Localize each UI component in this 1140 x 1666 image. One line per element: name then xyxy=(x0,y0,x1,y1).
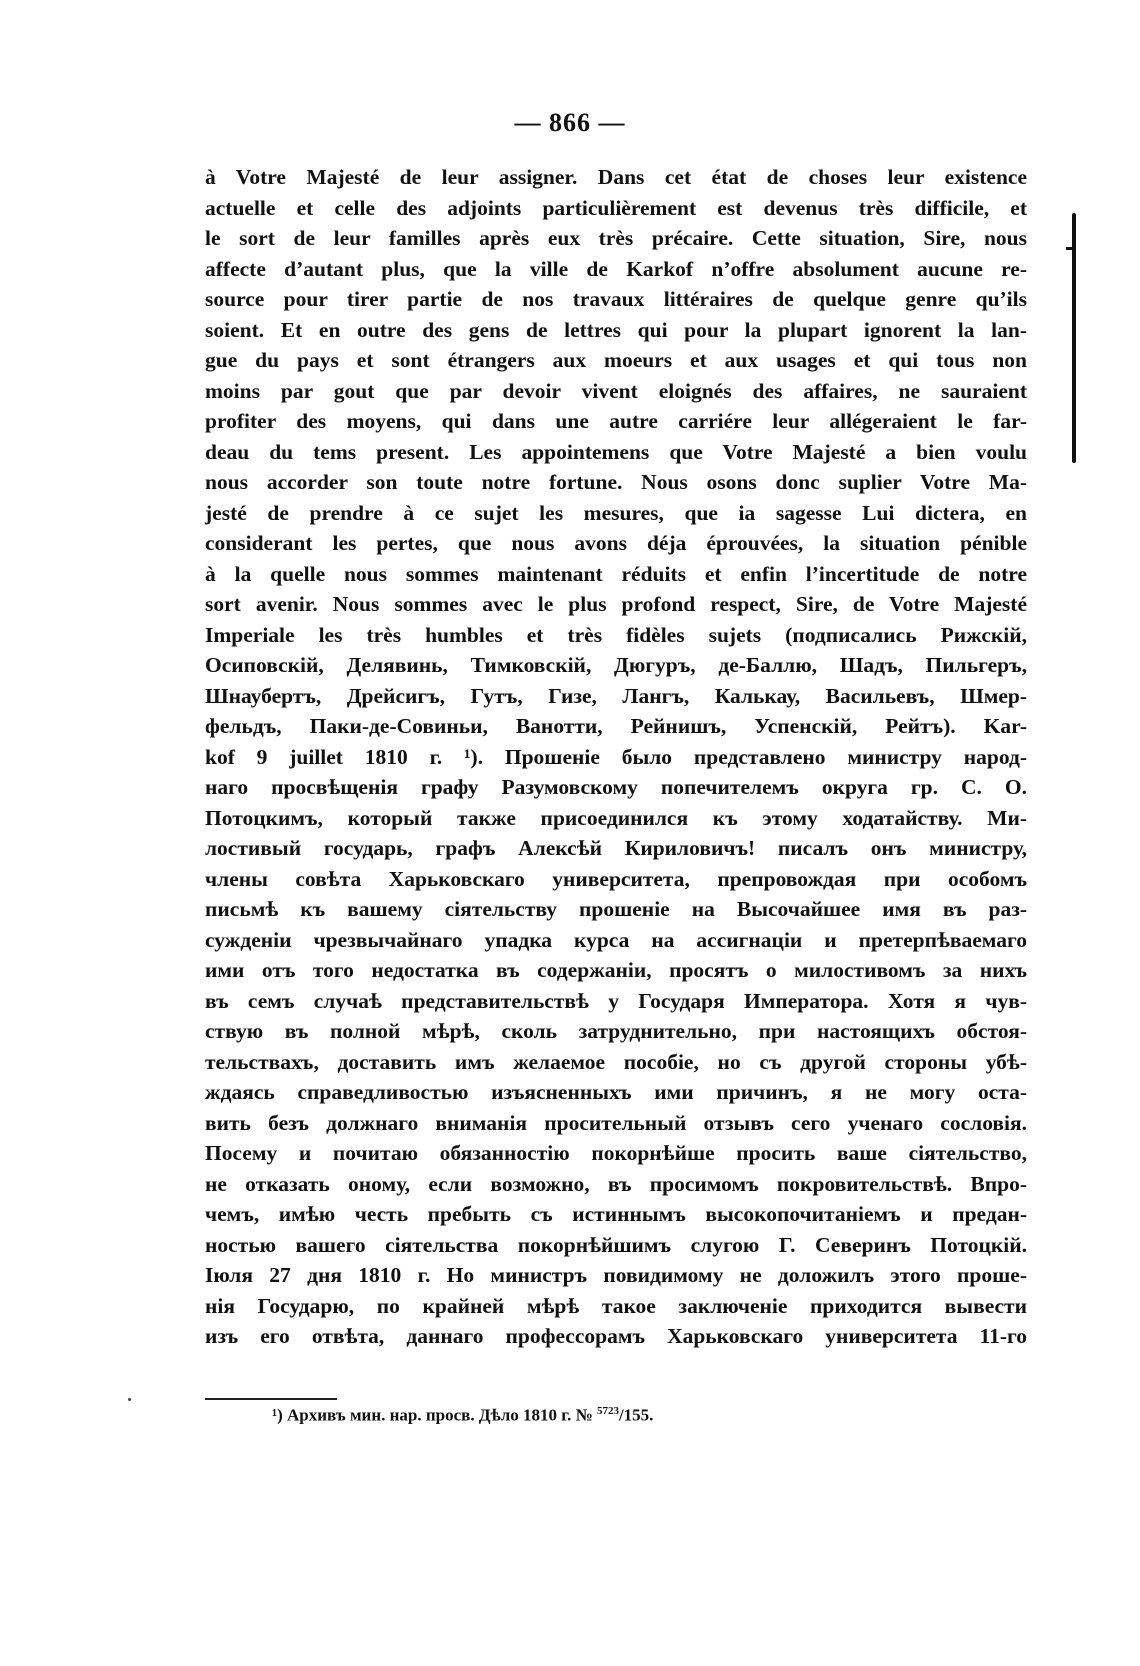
text-line: чемъ, имѣю честь пребыть съ истиннымъ высокопочитаніемъ и предан- xyxy=(205,1202,1027,1226)
text-line: source pour tirer partie de nos travaux littéraires de quelque genre qu’ils xyxy=(205,287,1027,311)
body-text xyxy=(205,162,1027,1352)
text-line: soient. Et en outre des gens de lettres qui pour la plupart ignorent la lan- xyxy=(205,317,1027,342)
text-line: лостивый государь, графъ Алексѣй Кириловичъ! писалъ онъ министру, xyxy=(205,836,1027,860)
text-line: Осиповскій, Делявинь, Тимковскій, Дюгуръ, де-Баллю, Шадъ, Пильгеръ, xyxy=(205,653,1027,677)
footnote xyxy=(272,1405,653,1426)
text-line: наго просвѣщенія графу Разумовскому попечителемъ округа гр. С. О. xyxy=(205,775,1027,799)
text-line: письмѣ къ вашему сіятельству прошеніе на Высочайшее имя въ раз- xyxy=(205,897,1027,921)
scan-speck xyxy=(128,1398,131,1401)
text-line: à Votre Majesté de leur assigner. Dans cet état de choses leur existence xyxy=(205,165,1027,189)
text-line: Іюля 27 дня 1810 г. Но министръ повидимому не доложилъ этого проше- xyxy=(205,1263,1027,1287)
text-line: moins par gout que par devoir vivent eloignés des affaires, ne sauraient xyxy=(205,378,1027,403)
margin-marker-tick xyxy=(1066,247,1076,250)
text-line: изъ его отвѣта, даннаго профессорамъ Харьковскаго университета 11-го xyxy=(205,1324,1027,1348)
text-line: affecte d’autant plus, que la ville de Karkof n’offre absolument aucune re- xyxy=(205,256,1027,281)
text-line: Шнаубертъ, Дрейсигъ, Гутъ, Гизе, Лангъ, Калькау, Васильевъ, Шмер- xyxy=(205,683,1027,708)
text-line: à la quelle nous sommes maintenant réduits et enfin l’incertitude de notre xyxy=(205,561,1027,586)
text-line: ствую въ полной мѣрѣ, сколь затруднительно, при настоящихъ обстоя- xyxy=(205,1019,1027,1043)
text-line: фельдъ, Паки-де-Совиньи, Ванотти, Рейнишъ, Успенскій, Рейтъ). Kar- xyxy=(205,714,1027,738)
text-line: considerant les pertes, que nous avons déja éprouvées, la situation pénible xyxy=(205,531,1027,555)
text-line: Потоцкимъ, который также присоединился къ этому ходатайству. Ми- xyxy=(205,805,1027,830)
text-line: ими отъ того недостатка въ содержаніи, просятъ о милостивомъ за нихъ xyxy=(205,958,1027,982)
text-line: сужденіи чрезвычайнаго упадка курса на ассигнаціи и претерпѣваемаго xyxy=(205,927,1027,952)
footnote-text: Архивъ мин. нар. просв. Дѣло 1810 г. № xyxy=(287,1405,593,1425)
text-line: не отказать оному, если возможно, въ просимомъ покровительствѣ. Впро- xyxy=(205,1171,1027,1196)
text-line: actuelle et celle des adjoints particulièrement est devenus très difficile, et xyxy=(205,195,1027,220)
text-line: ждаясь справедливостью изъясненныхъ ими причинъ, я не могу оста- xyxy=(205,1080,1027,1104)
text-line: jesté de prendre à ce sujet les mesures, que ia sagesse Lui dictera, en xyxy=(205,500,1027,525)
text-line: въ семъ случаѣ представительствѣ у Государя Императора. Хотя я чув- xyxy=(205,988,1027,1013)
text-line: Посему и почитаю обязанностію покорнѣйше просить ваше сіятельство, xyxy=(205,1141,1027,1165)
footnote-number-sup: 5723 xyxy=(596,1405,619,1417)
text-line: тельствахъ, доставить имъ желаемое пособіе, но съ другой стороны убѣ- xyxy=(205,1049,1027,1074)
footnote-marker: ¹) xyxy=(272,1405,283,1425)
page-number: — 866 — xyxy=(514,108,626,137)
text-line: nous accorder son toute notre fortune. Nous osons donc suplier Votre Ma- xyxy=(205,470,1027,494)
text-line: le sort de leur familles après eux très précaire. Cette situation, Sire, nous xyxy=(205,226,1027,250)
footnote-number-sub: /155. xyxy=(618,1405,654,1425)
text-line: члены совѣта Харьковскаго университета, препровождая при особомъ xyxy=(205,866,1027,891)
text-line: gue du pays et sont étrangers aux moeurs et aux usages et qui tous non xyxy=(205,348,1027,372)
text-line: ностью вашего сіятельства покорнѣйшимъ слугою Г. Северинъ Потоцкій. xyxy=(205,1232,1027,1257)
footnote-rule xyxy=(205,1398,337,1400)
text-line: profiter des moyens, qui dans une autre carriére leur allégeraient le far- xyxy=(205,409,1027,433)
text-line: deau du tems present. Les appointemens que Votre Majesté a bien voulu xyxy=(205,439,1027,464)
text-line: вить безъ должнаго вниманія просительный отзывъ сего ученаго сословія. xyxy=(205,1110,1027,1135)
text-line: Imperiale les très humbles et très fidèles sujets (подписались Рижскій, xyxy=(205,622,1027,647)
text-line: kof 9 juillet 1810 г. ¹). Прошеніе было представлено министру народ- xyxy=(205,744,1027,769)
margin-marker-bar xyxy=(1072,213,1076,463)
text-line: нія Государю, по крайней мѣрѣ такое заключеніе приходится вывести xyxy=(205,1293,1027,1318)
text-line: sort avenir. Nous sommes avec le plus profond respect, Sire, de Votre Majesté xyxy=(205,592,1027,616)
